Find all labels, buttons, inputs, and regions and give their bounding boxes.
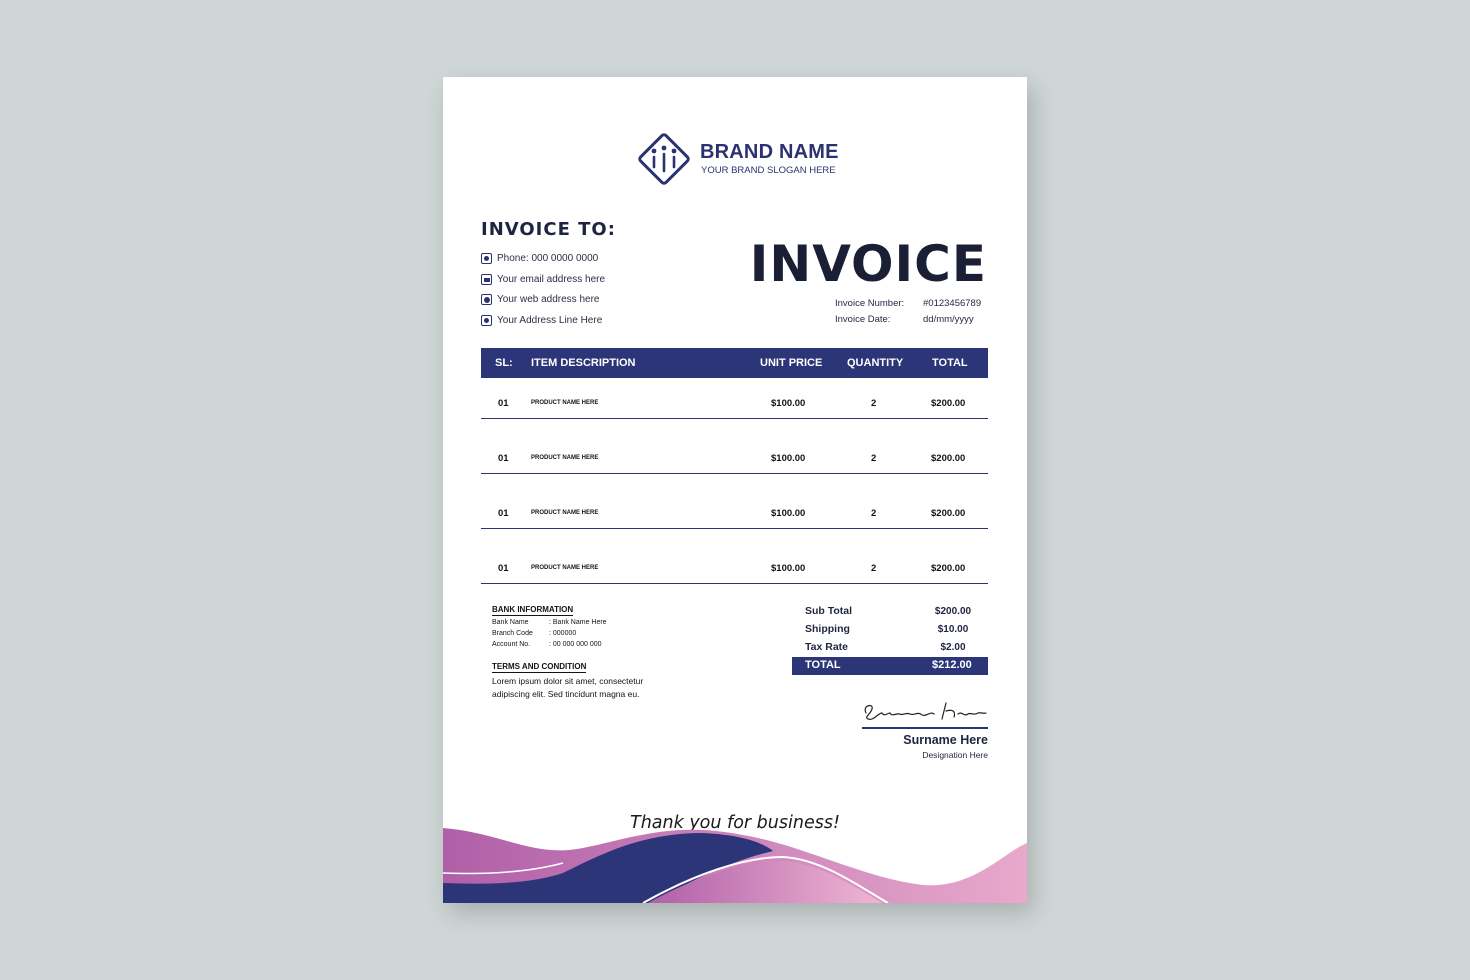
grand-total-value: $212.00 (932, 659, 972, 671)
row-unit-price: $100.00 (771, 508, 806, 519)
row-quantity: 2 (871, 563, 877, 574)
contact-address (481, 315, 602, 326)
table-row (481, 543, 988, 584)
terms-text: Lorem ipsum dolor sit amet, consectetur adipiscing elit. Sed tincidunt magna eu. (492, 676, 644, 699)
bank-row-label: Account No. (492, 641, 531, 648)
row-description: PRODUCT NAME HERE (531, 510, 599, 516)
location-pin-icon (481, 315, 492, 326)
row-total: $200.00 (931, 453, 966, 464)
header-sl: SL: (495, 357, 513, 369)
bank-row (492, 619, 607, 626)
bank-row-value: : Bank Name Here (549, 619, 607, 626)
table-row (481, 433, 988, 474)
phone-icon (481, 253, 492, 264)
tax-label: Tax Rate (805, 641, 848, 653)
contact-address-text: Your Address Line Here (497, 315, 603, 326)
grand-total-label: TOTAL (805, 659, 841, 671)
row-description: PRODUCT NAME HERE (531, 455, 599, 461)
brand-name: BRAND NAME (700, 141, 839, 163)
contact-phone (481, 253, 598, 264)
table-row (481, 378, 988, 419)
row-description: PRODUCT NAME HERE (531, 565, 599, 571)
subtotal-label: Sub Total (805, 605, 853, 617)
header-quantity: QUANTITY (847, 357, 904, 369)
subtotal-value: $200.00 (934, 606, 972, 617)
invoice-date-label: Invoice Date: (835, 314, 891, 325)
items-table-header (481, 348, 988, 378)
header-total: TOTAL (932, 357, 968, 369)
header-description: ITEM DESCRIPTION (531, 357, 636, 369)
row-total: $200.00 (931, 508, 966, 519)
invoice-page (443, 77, 1027, 903)
invoice-to-heading: INVOICE TO: (481, 219, 616, 240)
row-sl: 01 (498, 563, 509, 574)
contact-phone-text: Phone: 000 0000 0000 (497, 253, 599, 264)
bank-row (492, 641, 602, 648)
bank-row (492, 630, 576, 637)
signer-name: Surname Here (903, 733, 988, 747)
row-quantity: 2 (871, 453, 877, 464)
tax-value: $2.00 (940, 642, 966, 653)
row-total: $200.00 (931, 563, 966, 574)
invoice-title: INVOICE (749, 235, 987, 293)
footer-wave-decoration (443, 823, 1027, 903)
invoice-number-label: Invoice Number: (835, 298, 905, 309)
bank-info-heading: BANK INFORMATION (492, 605, 574, 614)
shipping-label: Shipping (805, 623, 850, 635)
bank-row-value: : 000000 (549, 630, 577, 637)
row-unit-price: $100.00 (771, 563, 806, 574)
contact-email (481, 274, 605, 285)
brand-logo-icon (634, 129, 694, 189)
row-sl: 01 (498, 398, 509, 409)
bank-row-label: Branch Code (492, 630, 533, 637)
header-unit-price: UNIT PRICE (760, 357, 823, 369)
contact-web-text: Your web address here (497, 294, 600, 305)
row-quantity: 2 (871, 398, 877, 409)
row-sl: 01 (498, 508, 509, 519)
thank-you-message: Thank you for business! (630, 813, 840, 833)
grand-total-bar (792, 657, 988, 675)
signature-script (860, 697, 988, 725)
brand-slogan: YOUR BRAND SLOGAN HERE (701, 165, 836, 176)
row-total: $200.00 (931, 398, 966, 409)
row-unit-price: $100.00 (771, 453, 806, 464)
globe-icon (481, 294, 492, 305)
contact-web (481, 294, 599, 305)
table-row (481, 488, 988, 529)
email-icon (481, 274, 492, 285)
row-description: PRODUCT NAME HERE (531, 400, 599, 406)
bank-row-value: : 00 000 000 000 (549, 641, 602, 648)
terms-heading: TERMS AND CONDITION (492, 662, 587, 671)
invoice-number-value: #0123456789 (923, 298, 982, 309)
row-unit-price: $100.00 (771, 398, 806, 409)
signer-designation: Designation Here (922, 750, 988, 760)
row-quantity: 2 (871, 508, 877, 519)
bank-row-label: Bank Name (492, 619, 529, 626)
invoice-date-value: dd/mm/yyyy (923, 314, 974, 325)
row-sl: 01 (498, 453, 509, 464)
signature-line (862, 727, 988, 729)
shipping-value: $10.00 (937, 624, 969, 635)
contact-email-text: Your email address here (497, 274, 606, 285)
